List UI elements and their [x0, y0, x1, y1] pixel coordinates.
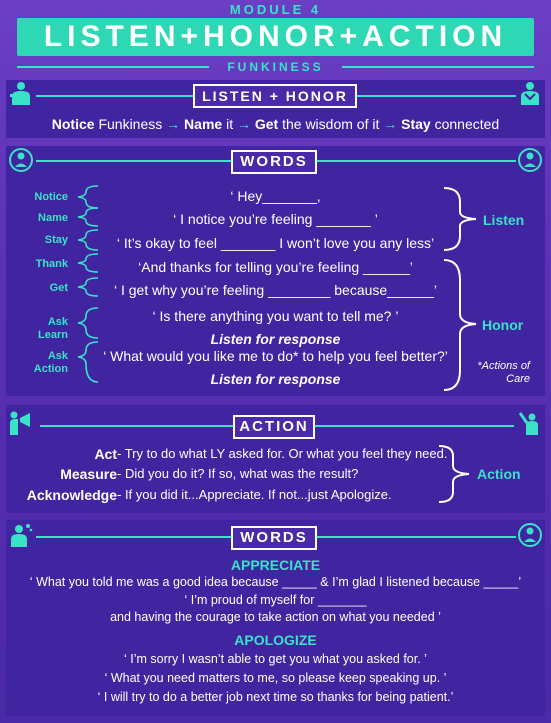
person-icon — [8, 147, 34, 173]
title-banner — [17, 18, 534, 56]
group-listen-label: Listen — [483, 212, 525, 228]
steps-line — [0, 116, 551, 132]
section-heading-action: ACTION — [233, 415, 315, 439]
person-icon — [517, 147, 543, 173]
section-heading-words-2: WORDS — [231, 526, 317, 550]
person-honoring-icon — [517, 80, 543, 106]
step-get-bold: Get — [254, 116, 279, 132]
line-thank: ‘And thanks for telling you’re feeling ______’ — [138, 259, 413, 275]
person-pointing-icon — [517, 410, 543, 436]
person-icon — [517, 522, 543, 548]
step-get-rest: the wisdom of it — [278, 116, 380, 132]
line-hey: ‘ Hey_______, — [230, 188, 321, 204]
desc-act: - Try to do what LY asked for. Or what you feel they need. — [117, 446, 448, 461]
step-notice-rest: Funkiness — [94, 116, 163, 132]
section-heading-words: WORDS — [231, 150, 317, 174]
appreciate-line: and having the courage to take action on what you needed ’ — [110, 610, 441, 624]
subtitle: FUNKINESS — [227, 60, 324, 74]
apologize-line: ‘ I’m sorry I wasn’t able to get you what you asked for. ’ — [124, 652, 427, 666]
arrow-icon: → — [236, 116, 251, 132]
apologize-title: APOLOGIZE — [234, 632, 317, 648]
label-thank: Thank — [35, 258, 68, 270]
line-ask-action: ‘ What would you like me to do* to help you feel better?’ — [103, 348, 448, 364]
label-ask-learn: Ask Learn — [38, 316, 68, 341]
desc-acknowledge: - If you did it...Appreciate. If not...just Apologize. — [117, 487, 392, 502]
line-listen-response-2: Listen for response — [210, 371, 341, 387]
arrow-icon: → — [383, 116, 398, 132]
step-notice-bold: Notice — [51, 116, 95, 132]
apologize-line: ‘ I will try to do a better job next time so thanks for being patient.’ — [97, 690, 454, 704]
apologize-line: ‘ What you need matters to me, so please keep speaking up. ’ — [104, 671, 447, 685]
group-action-label: Action — [477, 466, 521, 482]
main-title: LISTEN+HONOR+ACTION — [43, 20, 508, 53]
section-heading-listen-honor: LISTEN + HONOR — [193, 84, 357, 108]
step-stay-bold: Stay — [401, 116, 431, 132]
actions-of-care-note: *Actions of Care — [477, 360, 530, 385]
arrow-icon: → — [166, 116, 181, 132]
label-name: Name — [38, 212, 68, 224]
term-acknowledge: Acknowledge — [26, 487, 117, 503]
label-ask-action: Ask Action — [33, 350, 68, 375]
step-name-rest: it — [222, 116, 234, 132]
appreciate-line: ‘ I’m proud of myself for _______ — [184, 593, 367, 607]
label-stay: Stay — [44, 234, 68, 246]
label-get: Get — [49, 282, 68, 294]
group-honor-label: Honor — [482, 317, 524, 333]
desc-measure: - Did you do it? If so, what was the result? — [117, 466, 359, 481]
term-act: Act — [94, 446, 117, 462]
megaphone-person-icon — [8, 410, 34, 436]
person-thinking-icon — [8, 522, 34, 548]
line-listen-response-1: Listen for response — [210, 331, 341, 347]
line-stay: ‘ It’s okay to feel _______ I won’t love you any less’ — [116, 235, 435, 251]
line-notice: ‘ I notice you’re feeling _______ ’ — [173, 211, 378, 227]
action-bracket — [435, 444, 475, 504]
term-measure: Measure — [60, 466, 117, 482]
appreciate-line: ‘ What you told me was a good idea because _____ & I’m glad I listened because _____’ — [29, 575, 522, 589]
step-stay-rest: connected — [430, 116, 500, 132]
person-listening-icon — [8, 80, 34, 106]
step-name-bold: Name — [184, 116, 223, 132]
line-ask-learn: ‘ Is there anything you want to tell me? ’ — [152, 308, 399, 324]
module-label: MODULE 4 — [229, 2, 322, 17]
appreciate-title: APPRECIATE — [230, 557, 321, 573]
label-notice: Notice — [34, 191, 68, 203]
line-get: ‘ I get why you’re feeling ________ because______’ — [113, 282, 438, 298]
